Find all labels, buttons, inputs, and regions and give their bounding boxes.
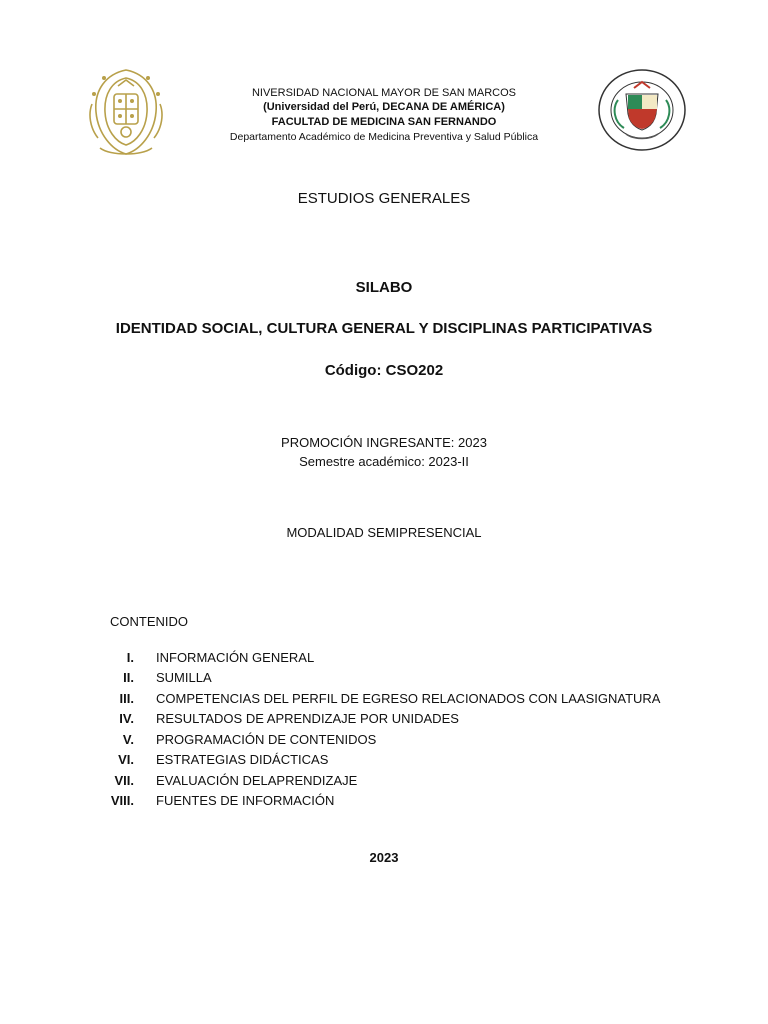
faculty-seal-logo [596, 68, 688, 152]
department-name: Departamento Académico de Medicina Preventiva y Salud Pública [229, 131, 539, 143]
toc-item-label: FUENTES DE INFORMACIÓN [156, 793, 335, 808]
program-title: ESTUDIOS GENERALES [297, 190, 471, 207]
modality-line: MODALIDAD SEMIPRESENCIAL [286, 525, 482, 540]
semester-line: Semestre académico: 2023-II [299, 454, 469, 469]
toc-item-label: COMPETENCIAS DEL PERFIL DE EGRESO RELACIONADOS CON LAASIGNATURA [156, 691, 661, 706]
course-code: Código: CSO202 [324, 362, 444, 379]
toc-item-label: INFORMACIÓN GENERAL [156, 650, 315, 665]
course-title: IDENTIDAD SOCIAL, CULTURA GENERAL Y DISCIPLINAS PARTICIPATIVAS [115, 320, 653, 337]
promotion-line: PROMOCIÓN INGRESANTE: 2023 [281, 435, 487, 450]
toc-heading: CONTENIDO [110, 614, 188, 629]
university-subtitle: (Universidad del Perú, DECANA DE AMÉRICA) [263, 101, 505, 113]
toc-item-number: V. [122, 732, 134, 747]
toc-item-label: SUMILLA [156, 670, 212, 685]
toc-item-number: II. [123, 670, 134, 685]
toc-item-number: IV. [119, 711, 134, 726]
footer-year: 2023 [369, 850, 399, 865]
document-type: SILABO [355, 279, 413, 296]
toc-item-number: I. [126, 650, 134, 665]
toc-item-number: VI. [118, 752, 134, 767]
toc-item-label: EVALUACIÓN DELAPRENDIZAJE [156, 773, 358, 788]
toc-item-number: III. [119, 691, 134, 706]
toc-item-label: PROGRAMACIÓN DE CONTENIDOS [156, 732, 377, 747]
toc-item-label: RESULTADOS DE APRENDIZAJE POR UNIDADES [156, 711, 459, 726]
faculty-name: FACULTAD DE MEDICINA SAN FERNANDO [271, 116, 497, 128]
toc-item-label: ESTRATEGIAS DIDÁCTICAS [156, 752, 329, 767]
toc-item-number: VIII. [110, 793, 134, 808]
university-name: NIVERSIDAD NACIONAL MAYOR DE SAN MARCOS [251, 87, 517, 99]
toc-item-number: VII. [114, 773, 134, 788]
